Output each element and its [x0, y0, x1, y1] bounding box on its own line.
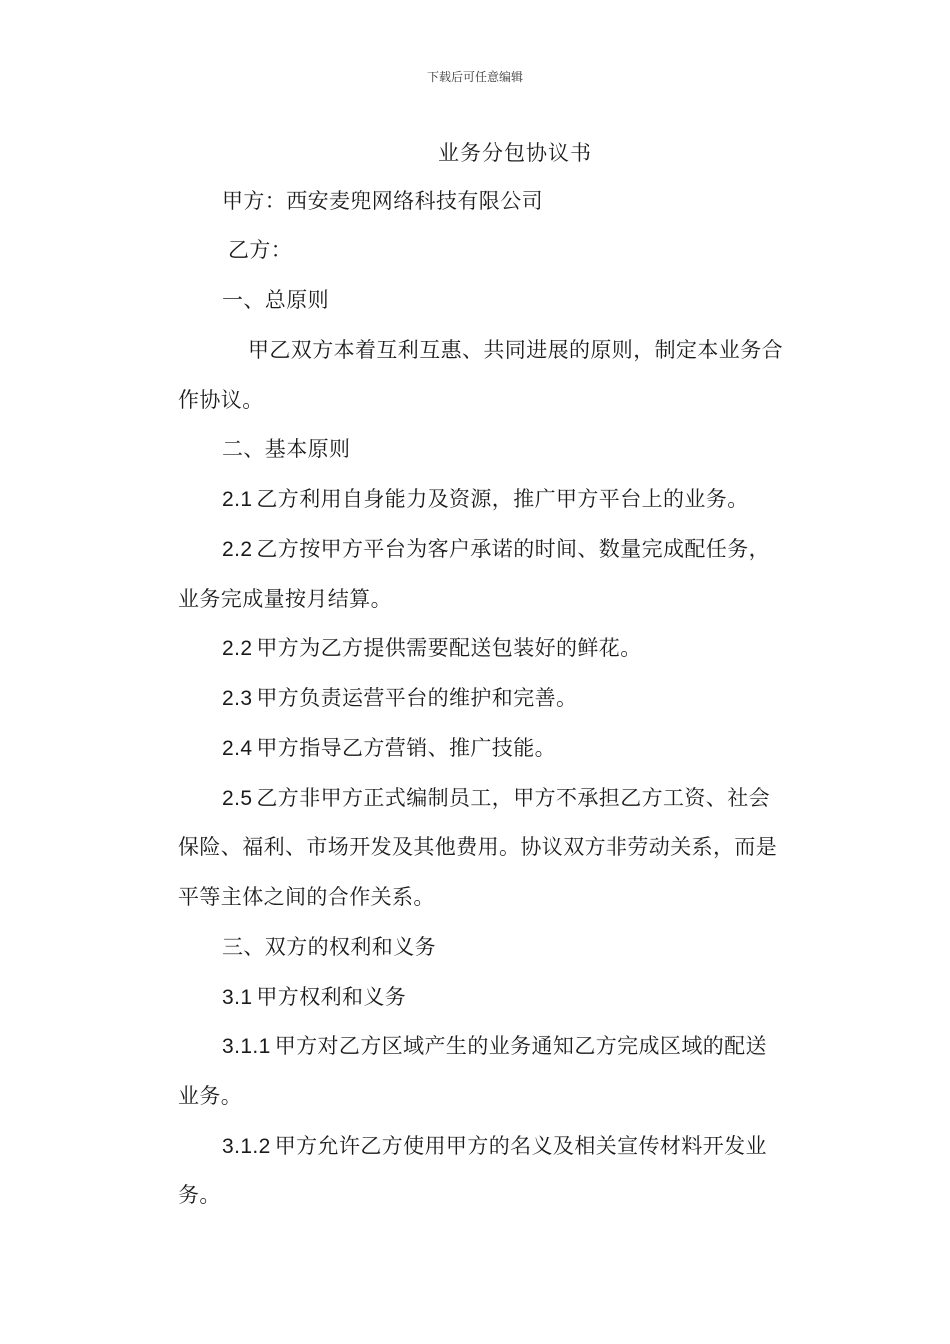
- clause-number: 2.4: [222, 737, 253, 760]
- section-2-heading: 二、基本原则: [222, 437, 351, 461]
- clause-text: 甲方为乙方提供需要配送包装好的鲜花。: [256, 636, 642, 660]
- clause-text: 乙方按甲方平台为客户承诺的时间、数量完成配任务，: [256, 537, 771, 561]
- clause-number: 3.1.2: [222, 1135, 271, 1158]
- clause-number: 2.5: [222, 787, 253, 810]
- clause-2-3: [222, 683, 577, 714]
- section-1-heading: 一、总原则: [222, 288, 329, 312]
- clause-2-4: [222, 733, 556, 764]
- clause-number: 3.1.1: [222, 1035, 271, 1058]
- clause-2-2a: [222, 534, 770, 565]
- clause-2-2b: [222, 633, 642, 664]
- clause-number: 2.2: [222, 538, 253, 561]
- clause-text: 甲方负责运营平台的维护和完善。: [256, 686, 578, 710]
- clause-text: 乙方利用自身能力及资源，推广甲方平台上的业务。: [256, 487, 749, 511]
- clause-text: 乙方非甲方正式编制员工，甲方不承担乙方工资、社会: [256, 786, 771, 810]
- clause-number: 2.2: [222, 637, 253, 660]
- clause-text: 甲方指导乙方营销、推广技能。: [256, 736, 557, 760]
- clause-3-1-1: [222, 1031, 767, 1062]
- clause-text: 甲方对乙方区域产生的业务通知乙方完成区域的配送: [274, 1034, 767, 1058]
- document-title: 业务分包协议书: [438, 141, 592, 165]
- party-b-line: 乙方：: [228, 238, 293, 262]
- clause-text: 甲方权利和义务: [256, 985, 407, 1009]
- clause-3-1-2: [222, 1131, 767, 1162]
- header-note: 下载后可任意编辑: [426, 70, 523, 84]
- clause-number: 2.1: [222, 488, 253, 511]
- clause-number: 2.3: [222, 687, 253, 710]
- clause-3-1-1-continuation: 业务。: [178, 1084, 243, 1108]
- clause-number: 3.1: [222, 986, 253, 1009]
- clause-2-5-continuation-1: 保险、福利、市场开发及其他费用。协议双方非劳动关系，而是: [178, 835, 778, 859]
- clause-2-2a-continuation: 业务完成量按月结算。: [178, 587, 392, 611]
- clause-2-5: [222, 783, 770, 814]
- clause-2-1: [222, 484, 749, 515]
- subsection-3-1: [222, 982, 406, 1013]
- section-1-paragraph-line-2: 作协议。: [178, 388, 264, 412]
- clause-text: 甲方允许乙方使用甲方的名义及相关宣传材料开发业: [274, 1134, 767, 1158]
- section-1-paragraph-line-1: 甲乙双方本着互利互惠、共同进展的原则，制定本业务合: [248, 338, 783, 362]
- party-a-line: 甲方：西安麦兜网络科技有限公司: [222, 189, 543, 213]
- clause-2-5-continuation-2: 平等主体之间的合作关系。: [178, 885, 435, 909]
- clause-3-1-2-continuation: 务。: [178, 1183, 221, 1207]
- section-3-heading: 三、双方的权利和义务: [222, 935, 436, 959]
